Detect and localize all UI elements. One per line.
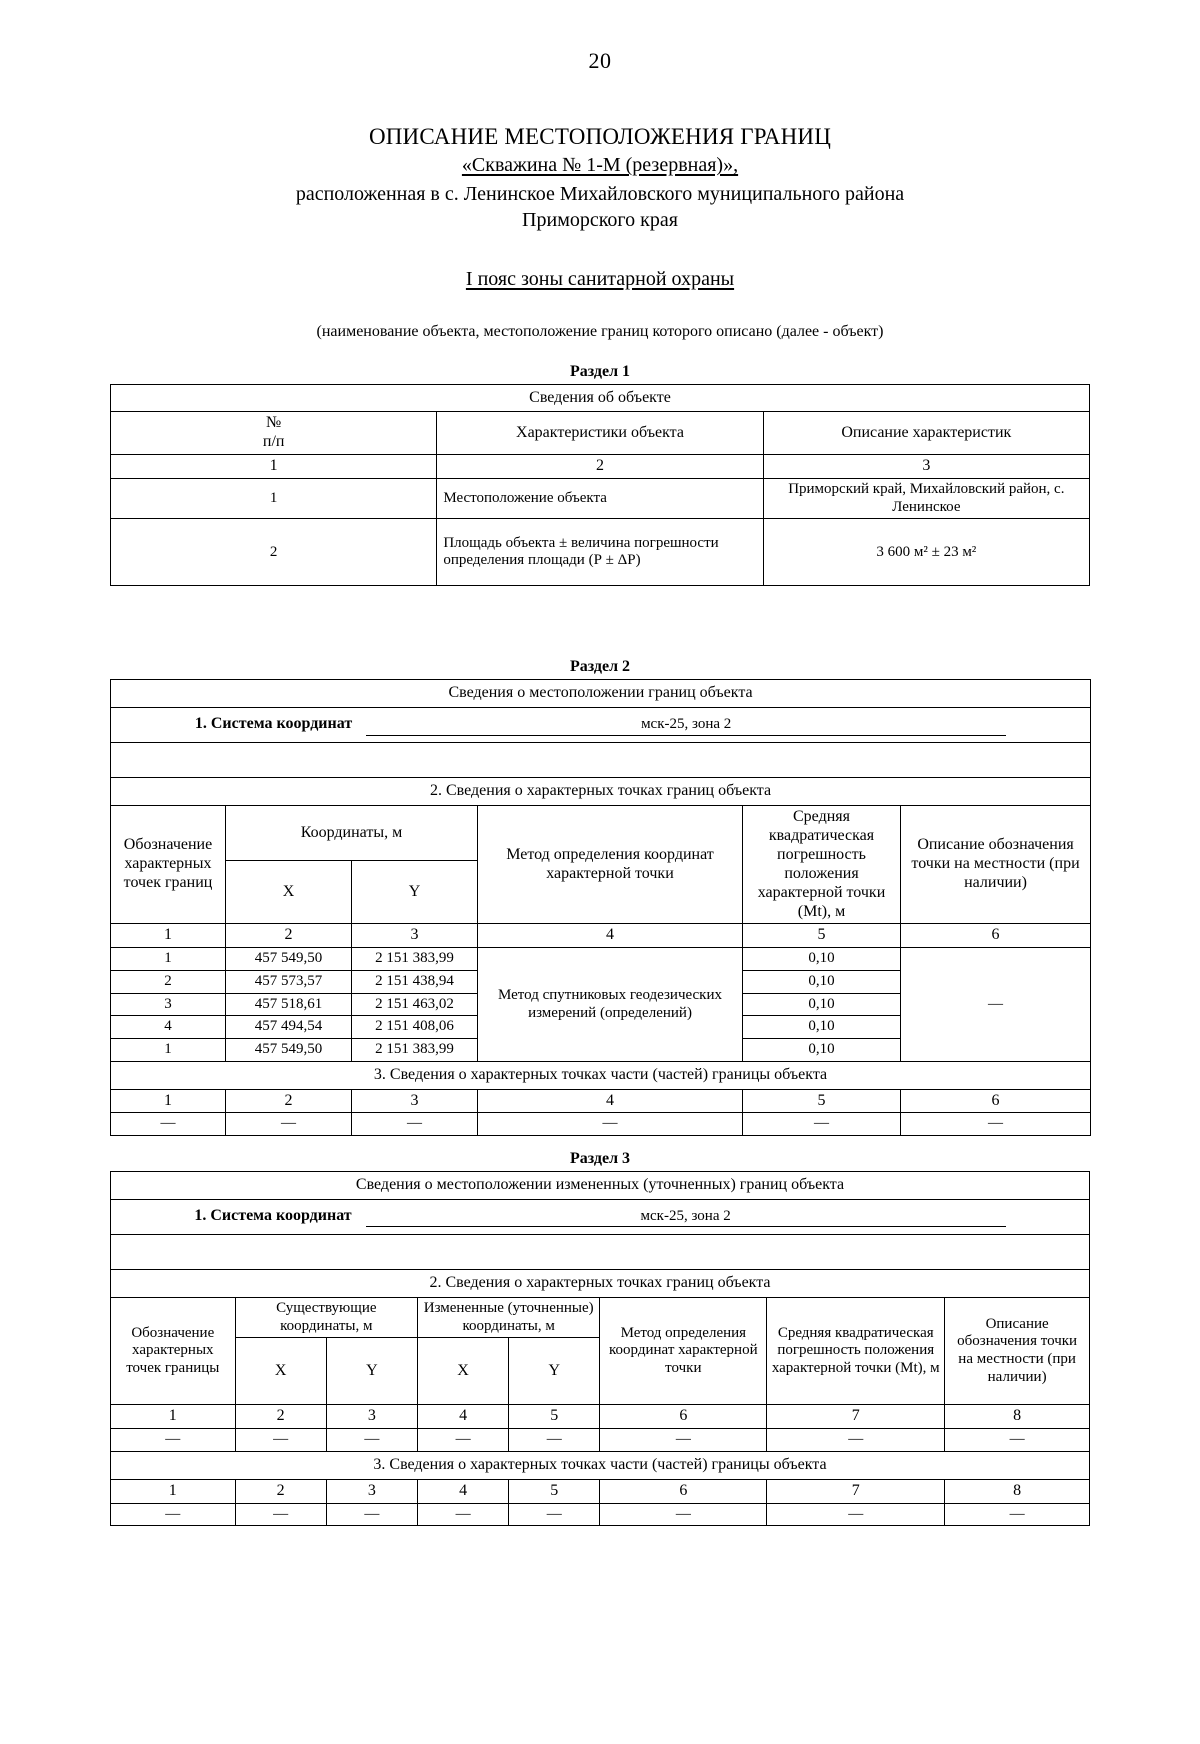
colnum-1: 1 bbox=[111, 1405, 236, 1429]
colnum-1: 1 bbox=[111, 1089, 226, 1113]
point-mt: 0,10 bbox=[743, 993, 901, 1016]
empty-value: — bbox=[767, 1503, 945, 1526]
document-object-name bbox=[0, 152, 1200, 178]
page-number: 20 bbox=[588, 48, 612, 73]
empty-value: — bbox=[743, 1113, 901, 1136]
header-method: Метод определения координат характерной точки bbox=[600, 1297, 767, 1404]
colnum-2: 2 bbox=[235, 1405, 326, 1429]
point-x: 457 573,57 bbox=[226, 970, 352, 993]
coordinate-system-label: 1. Система координат bbox=[194, 714, 353, 732]
colnum-6: 6 bbox=[901, 924, 1091, 948]
point-number: 3 bbox=[111, 993, 226, 1016]
method-cell: Метод спутниковых геодезических измерений (определений) bbox=[478, 948, 743, 1061]
colnum-3: 3 bbox=[326, 1405, 417, 1429]
row-1-number: 1 bbox=[111, 479, 437, 519]
header-method: Метод определения координат характерной точки bbox=[478, 806, 743, 924]
colnum-3: 3 bbox=[352, 924, 478, 948]
table-row bbox=[111, 1451, 1090, 1479]
header-number bbox=[111, 412, 437, 455]
empty-value: — bbox=[945, 1429, 1090, 1452]
point-x: 457 518,61 bbox=[226, 993, 352, 1016]
point-y: 2 151 438,94 bbox=[352, 970, 478, 993]
colnum-6: 6 bbox=[600, 1405, 767, 1429]
spacer-cell bbox=[111, 1235, 1090, 1270]
header-changed-x: X bbox=[417, 1338, 508, 1405]
section-2-sub2-banner: 2. Сведения о характерных точках границ объекта bbox=[111, 778, 1091, 806]
table-colnum-row bbox=[111, 1405, 1090, 1429]
header-characteristic: Характеристики объекта bbox=[437, 412, 763, 455]
spacer-row bbox=[111, 1235, 1090, 1270]
header-mse: Средняя квадратическая погрешность положения характерной точки (Mt), м bbox=[743, 806, 901, 924]
section-3-sub3-banner: 3. Сведения о характерных точках части (частей) границы объекта bbox=[111, 1451, 1090, 1479]
colnum-1: 1 bbox=[111, 455, 437, 479]
empty-value: — bbox=[600, 1429, 767, 1452]
document-title-block bbox=[0, 122, 1200, 234]
point-x: 457 494,54 bbox=[226, 1016, 352, 1039]
section-2-table bbox=[110, 679, 1091, 1136]
section-2-banner: Сведения о местоположении границ объекта bbox=[111, 680, 1091, 708]
document-page bbox=[0, 48, 1200, 1744]
section-1-label: Раздел 1 bbox=[569, 362, 631, 380]
header-onsite-description: Описание обозначения точки на местности (при наличии) bbox=[901, 806, 1091, 924]
colnum-3: 3 bbox=[326, 1479, 417, 1503]
title-caption: (наименование объекта, местоположение границ которого описано (далее - объект) bbox=[316, 322, 884, 340]
table-colnum-row bbox=[111, 924, 1091, 948]
object-name-text: «Скважина № 1-М (резервная)», bbox=[461, 154, 739, 177]
section-3-wrapper bbox=[110, 1150, 1090, 1526]
section-1-banner: Сведения об объекте bbox=[111, 384, 1090, 412]
table-row bbox=[111, 1429, 1090, 1452]
table-row bbox=[111, 1503, 1090, 1526]
header-mse: Средняя квадратическая погрешность положения характерной точки (Mt), м bbox=[767, 1297, 945, 1404]
section-2-wrapper bbox=[110, 658, 1090, 1136]
sanitary-zone-text: I пояс зоны санитарной охраны bbox=[465, 267, 735, 290]
empty-value: — bbox=[945, 1503, 1090, 1526]
point-mt: 0,10 bbox=[743, 1039, 901, 1062]
header-description: Описание характеристик bbox=[763, 412, 1089, 455]
empty-value: — bbox=[326, 1429, 417, 1452]
colnum-6: 6 bbox=[600, 1479, 767, 1503]
empty-value: — bbox=[767, 1429, 945, 1452]
table-row bbox=[111, 1270, 1090, 1298]
table-row bbox=[111, 948, 1091, 971]
header-existing-y: Y bbox=[326, 1338, 417, 1405]
empty-value: — bbox=[417, 1429, 508, 1452]
table-row bbox=[111, 384, 1090, 412]
empty-value: — bbox=[111, 1503, 236, 1526]
point-y: 2 151 408,06 bbox=[352, 1016, 478, 1039]
point-y: 2 151 463,02 bbox=[352, 993, 478, 1016]
point-x: 457 549,50 bbox=[226, 1039, 352, 1062]
point-mt: 0,10 bbox=[743, 970, 901, 993]
section-3-label: Раздел 3 bbox=[569, 1150, 631, 1168]
table-colnum-row bbox=[111, 1479, 1090, 1503]
colnum-7: 7 bbox=[767, 1405, 945, 1429]
sanitary-zone-line bbox=[0, 268, 1200, 291]
colnum-8: 8 bbox=[945, 1479, 1090, 1503]
row-1-characteristic: Местоположение объекта bbox=[437, 479, 763, 519]
colnum-4: 4 bbox=[478, 924, 743, 948]
row-2-description: 3 600 м² ± 23 м² bbox=[763, 519, 1089, 586]
header-existing-x: X bbox=[235, 1338, 326, 1405]
header-x: X bbox=[226, 861, 352, 924]
section-2-sub3-banner: 3. Сведения о характерных точках части (частей) границы объекта bbox=[111, 1061, 1091, 1089]
header-onsite-description: Описание обозначения точки на местности (при наличии) bbox=[945, 1297, 1090, 1404]
region-text: Приморского края bbox=[522, 209, 678, 232]
empty-value: — bbox=[235, 1429, 326, 1452]
empty-value: — bbox=[352, 1113, 478, 1136]
table-row bbox=[111, 1172, 1090, 1200]
point-y: 2 151 383,99 bbox=[352, 1039, 478, 1062]
section-2-label: Раздел 2 bbox=[569, 658, 631, 676]
empty-value: — bbox=[417, 1503, 508, 1526]
row-1-description: Приморский край, Михайловский район, с. Ленинское bbox=[763, 479, 1089, 519]
point-y: 2 151 383,99 bbox=[352, 948, 478, 971]
colnum-2: 2 bbox=[226, 1089, 352, 1113]
empty-value: — bbox=[509, 1429, 600, 1452]
header-changed-coordinates: Измененные (уточненные) координаты, м bbox=[417, 1297, 599, 1337]
colnum-7: 7 bbox=[767, 1479, 945, 1503]
point-number: 4 bbox=[111, 1016, 226, 1039]
coordinate-system-value[interactable]: мск-25, зона 2 bbox=[366, 1208, 1006, 1228]
colnum-3: 3 bbox=[352, 1089, 478, 1113]
table-row bbox=[111, 680, 1091, 708]
header-point-designation: Обозначение характерных точек границы bbox=[111, 1297, 236, 1404]
empty-value: — bbox=[478, 1113, 743, 1136]
colnum-4: 4 bbox=[417, 1405, 508, 1429]
table-header-row bbox=[111, 1297, 1090, 1337]
header-number-line1: № bbox=[266, 414, 282, 432]
colnum-8: 8 bbox=[945, 1405, 1090, 1429]
colnum-3: 3 bbox=[763, 455, 1089, 479]
empty-value: — bbox=[600, 1503, 767, 1526]
table-header-row bbox=[111, 806, 1091, 861]
coordinate-system-value[interactable]: мск-25, зона 2 bbox=[366, 716, 1006, 736]
table-header-row bbox=[111, 412, 1090, 455]
colnum-1: 1 bbox=[111, 1479, 236, 1503]
colnum-1: 1 bbox=[111, 924, 226, 948]
header-number-line2: п/п bbox=[262, 433, 285, 451]
point-number: 1 bbox=[111, 948, 226, 971]
coordinate-system-cell bbox=[111, 1200, 1090, 1235]
empty-value: — bbox=[235, 1503, 326, 1526]
onsite-cell: — bbox=[901, 948, 1091, 1061]
point-number: 2 bbox=[111, 970, 226, 993]
point-mt: 0,10 bbox=[743, 1016, 901, 1039]
table-row bbox=[111, 479, 1090, 519]
empty-value: — bbox=[111, 1113, 226, 1136]
section-1-wrapper bbox=[110, 363, 1090, 587]
spacer-cell bbox=[111, 743, 1091, 778]
coordinate-system-cell bbox=[111, 708, 1091, 743]
point-x: 457 549,50 bbox=[226, 948, 352, 971]
colnum-5: 5 bbox=[509, 1405, 600, 1429]
document-main-title: ОПИСАНИЕ МЕСТОПОЛОЖЕНИЯ ГРАНИЦ bbox=[368, 124, 832, 149]
header-coordinates: Координаты, м bbox=[226, 806, 478, 861]
colnum-2: 2 bbox=[235, 1479, 326, 1503]
header-point-designation: Обозначение характерных точек границ bbox=[111, 806, 226, 924]
coordinate-system-label: 1. Система координат bbox=[194, 1206, 352, 1224]
table-colnum-row bbox=[111, 455, 1090, 479]
colnum-5: 5 bbox=[743, 1089, 901, 1113]
empty-value: — bbox=[509, 1503, 600, 1526]
section-3-sub2-banner: 2. Сведения о характерных точках границ объекта bbox=[111, 1270, 1090, 1298]
point-number: 1 bbox=[111, 1039, 226, 1062]
location-text: расположенная в с. Ленинское Михайловского муниципального района bbox=[295, 182, 905, 205]
colnum-5: 5 bbox=[743, 924, 901, 948]
colnum-4: 4 bbox=[417, 1479, 508, 1503]
coordinate-system-row bbox=[111, 1200, 1090, 1235]
colnum-4: 4 bbox=[478, 1089, 743, 1113]
table-row bbox=[111, 519, 1090, 586]
row-2-characteristic: Площадь объекта ± величина погрешности определения площади (Р ± ΔР) bbox=[437, 519, 763, 586]
empty-value: — bbox=[226, 1113, 352, 1136]
table-row bbox=[111, 778, 1091, 806]
section-3-table bbox=[110, 1171, 1090, 1526]
document-location-line bbox=[0, 181, 1200, 207]
colnum-6: 6 bbox=[901, 1089, 1091, 1113]
table-row bbox=[111, 1113, 1091, 1136]
spacer-row bbox=[111, 743, 1091, 778]
section-3-banner: Сведения о местоположении измененных (уточненных) границ объекта bbox=[111, 1172, 1090, 1200]
table-row bbox=[111, 1061, 1091, 1089]
header-y: Y bbox=[352, 861, 478, 924]
colnum-2: 2 bbox=[437, 455, 763, 479]
header-changed-y: Y bbox=[509, 1338, 600, 1405]
point-mt: 0,10 bbox=[743, 948, 901, 971]
section-1-table bbox=[110, 384, 1090, 587]
colnum-5: 5 bbox=[509, 1479, 600, 1503]
coordinate-system-row bbox=[111, 708, 1091, 743]
colnum-2: 2 bbox=[226, 924, 352, 948]
table-colnum-row bbox=[111, 1089, 1091, 1113]
row-2-number: 2 bbox=[111, 519, 437, 586]
empty-value: — bbox=[901, 1113, 1091, 1136]
empty-value: — bbox=[111, 1429, 236, 1452]
header-existing-coordinates: Существующие координаты, м bbox=[235, 1297, 417, 1337]
document-region-line bbox=[0, 207, 1200, 233]
empty-value: — bbox=[326, 1503, 417, 1526]
